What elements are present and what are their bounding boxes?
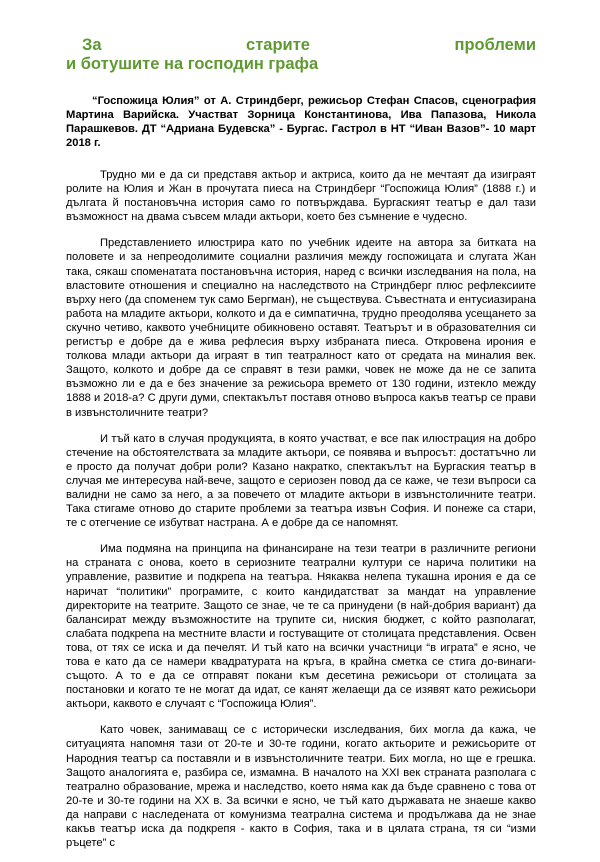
title-word-1: За xyxy=(82,36,102,54)
title-line-1 xyxy=(66,36,536,55)
title-line-2: и ботушите на господин графа xyxy=(66,55,319,73)
article-page xyxy=(66,36,536,862)
title-word-3: проблеми xyxy=(454,36,536,54)
production-credits: “Госпожица Юлия” от А. Стриндберг, режисьор Стефан Спасов, сценография Мартина Варийска. Участват Зорница Константинова, Ива Папазова, Никола Парашкевов. ДТ “Адриана Будевска” - Бургас. Гастрол в НТ “Иван Вазов”- 10 март 2018 г. xyxy=(66,95,536,149)
paragraph-2: Представлението илюстрира като по учебник идеите на автора за битката на половете и за непреодолимите социални различия между госпожицата и слугата Жан така, сякаш споменатата постановъчна история, наред с всички изследвания на пола, на властовите отношения и специално на наследството на Стриндберг плюс рефлексиите върху него (да споменем тук само Бергман), не съществува. Съвестната и ентусиазирана работа на младите актьори, колкото и да е симпатична, трудно преодолява усещането за скучно четиво, каквото учебниците обикновено оставят. Театърът и в образователния си регистър е добре да е жива рефлесия върху избраната пиеса. Откровена ирония е толкова млади актьори да играят в тип театралност като от средата на миналия век. Защото, колкото и добре да се справят в тези рамки, човек не може да не се запита възможно ли е да е без значение за режисьора времето от 130 години, изтекло между 1888 и 2018-а? С други думи, спектакълът поставя отново въпроса какъв театър се прави в извънстоличните театри? xyxy=(66,237,536,419)
article-title xyxy=(66,36,536,74)
paragraph-3: И тъй като в случая продукцията, в която участват, е все пак илюстрация на добро стечение на обстоятелствата за младите актьори, се появява и въпросът: достатъчно ли е просто да получат добри роли? Казано накратко, спектакълът на Бургаския театър в случая ме интересува най-вече, защото е сериозен повод да се каже, че тези въпроси са валидни не само за него, а за повечето от младите актьори в извънстоличните театри. Така стигаме отново до старите проблеми за театъра извън София. И понеже са стари, те с отегчение се избутват настрана. А е добре да се напомнят. xyxy=(66,432,536,530)
article-body xyxy=(66,168,536,850)
paragraph-1: Трудно ми е да си представя актьор и актриса, които да не мечтаят да изиграят ролите на Юлия и Жан в прочутата пиеса на Стриндберг “Госпожица Юлия” (1888 г.) и дългата й постановъчна история само го потвърждава. Бургаският театър е дал тази възможност на двама съвсем млади актьори, което без съмнение е чудесно. xyxy=(66,169,536,224)
title-word-2: старите xyxy=(246,36,310,54)
paragraph-4: Има подмяна на принципа на финансиране на тези театри в различните региони на страната с онова, което в сериозните театрални култури се нарича политики на управление, развитие и подкрепа на театъра. Някаква нелепа тукашна ирония е да се наричат “политики” програмите, с които кандидатстват за мандат на управление директорите на театрите. Защото се знае, че те са принудени (в най-добрия вариант) да балансират между възможностите на трупите си, ниския бюджет, с който разполагат, слабата подкрепа на местните власти и гостуващите от столицата представления. Освен това, от тях се иска и да печелят. И тъй като на всички участници “в играта” е ясно, че това е като да се намери квадратурата на кръга, в крайна сметка се стига до-винаги-същото. А то е да се отправят покани към десетина режисьори от столицата за постановки и когато те не могат да идат, се канят желаещи да се изявят като режисьори актьори, каквото е случаят с “Госпожица Юлия”. xyxy=(66,543,536,711)
paragraph-5: Като човек, занимаващ се с исторически изследвания, бих могла да кажа, че ситуацията напомня тази от 20-те и 30-те години, когато актьорите и режисьорите от Народния театър са поставяли и в извънстоличните театри. Бих могла, но ще е грешка. Защото аналогията е, разбира се, измамна. В началото на XXI век страната разполага с театрално образование, мрежа и наследство, което няма как да бъде сравнено с това от 20-те и 30-те години на XX в. За всички е ясно, че тъй като държавата не знаеше какво да направи с наследената от комунизма театрална система и продължава да не знае какъв театър иска да подкрепя - както в София, така и в цялата страна, тя си “изми ръцете” с xyxy=(66,724,536,850)
